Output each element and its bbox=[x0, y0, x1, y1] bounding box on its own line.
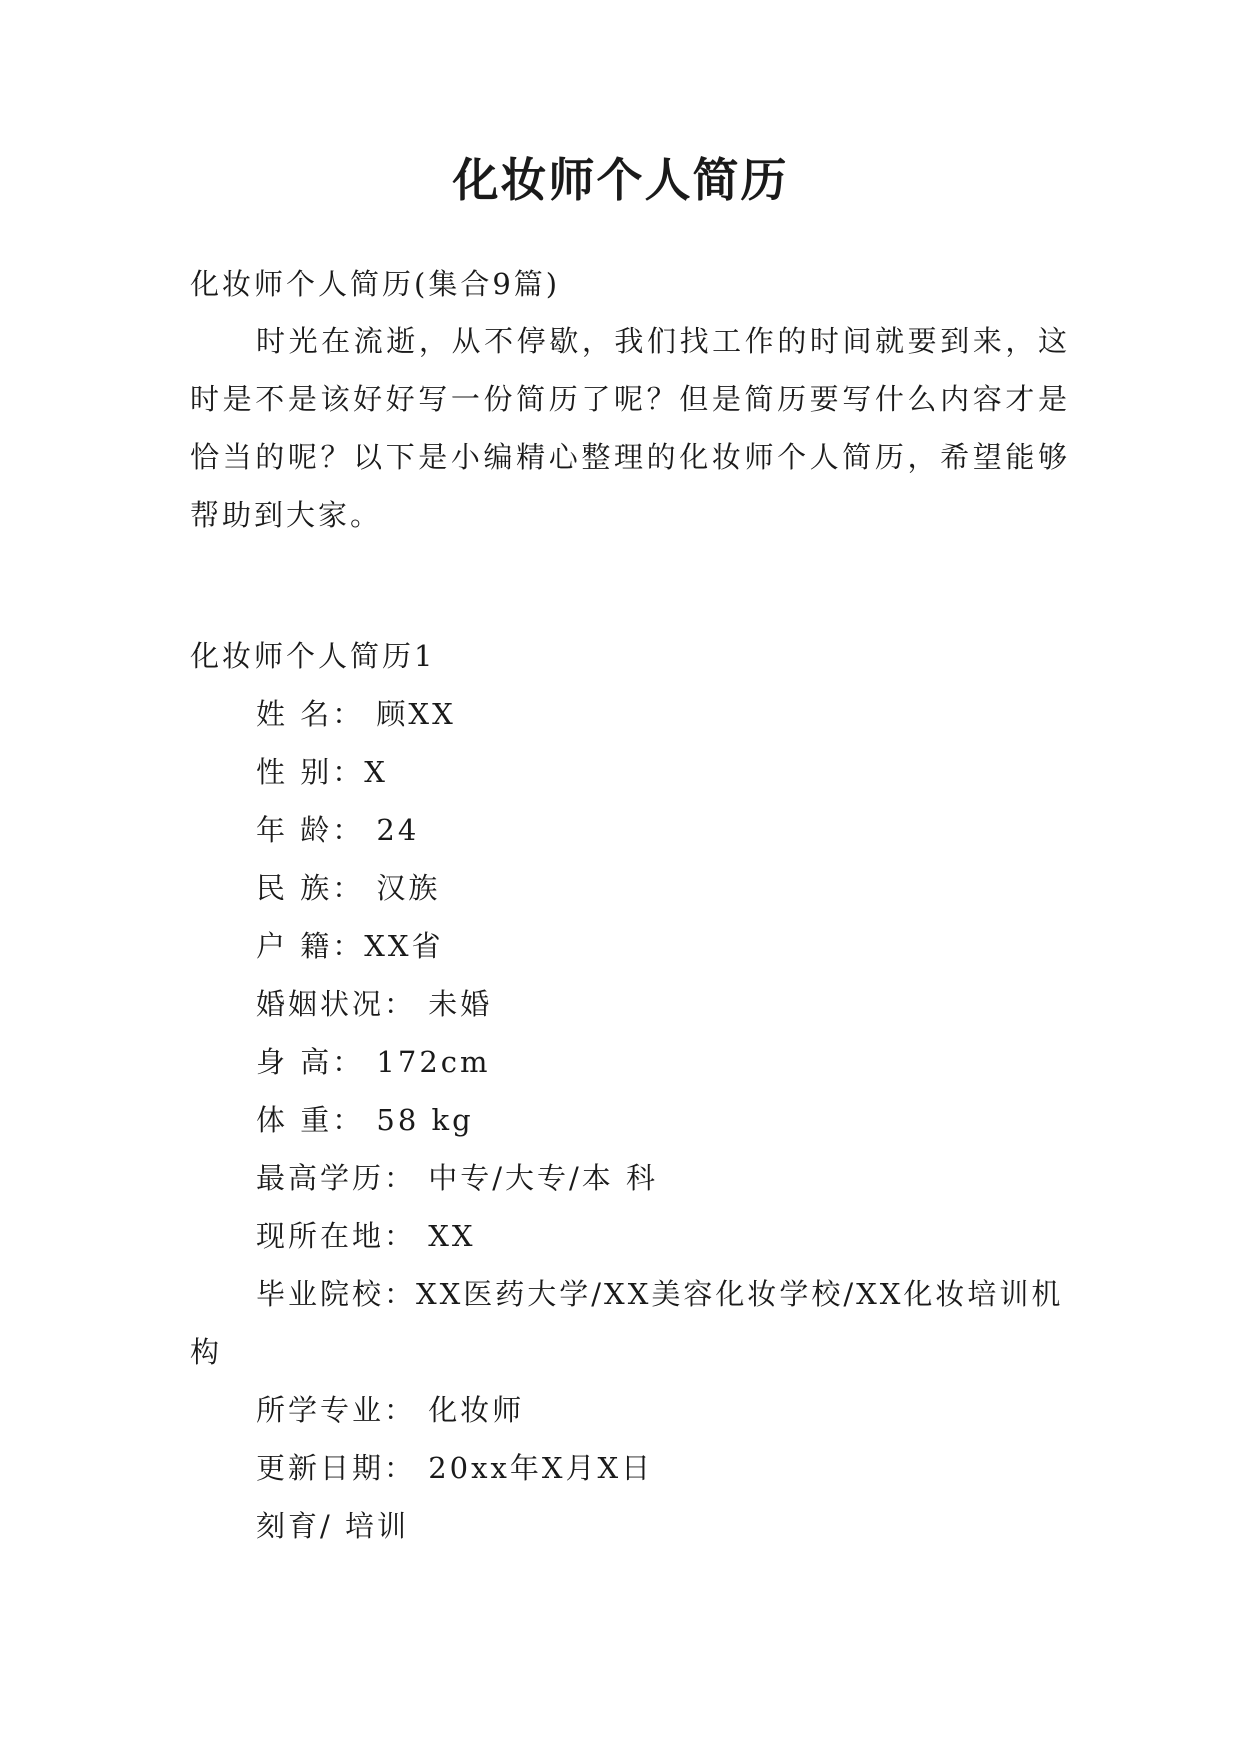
page-title: 化妆师个人简历 bbox=[452, 153, 789, 207]
field-education: 最高学历： 中专/大专/本 科 bbox=[256, 1161, 658, 1195]
field-age: 年 龄： 24 bbox=[256, 813, 420, 847]
field-major: 所学专业： 化妆师 bbox=[256, 1393, 525, 1427]
field-updated-date: 更新日期： 20xx年X月X日 bbox=[256, 1451, 654, 1485]
field-training: 刻育/ 培训 bbox=[256, 1509, 409, 1543]
section-heading: 化妆师个人简历1 bbox=[190, 639, 436, 673]
field-hukou: 户 籍：XX省 bbox=[256, 929, 444, 963]
field-ethnicity: 民 族： 汉族 bbox=[256, 871, 441, 905]
field-gender: 性 别：X bbox=[256, 755, 388, 789]
intro-paragraph: 时光在流逝，从不停歇，我们找工作的时间就要到来，这时是不是该好好写一份简历了呢？但是简历要写什么内容才是恰当的呢？以下是小编精心整理的化妆师个人简历，希望能够帮助到大家。 bbox=[190, 324, 1070, 532]
field-marital-status: 婚姻状况： 未婚 bbox=[256, 987, 493, 1021]
field-weight: 体 重： 58 kg bbox=[256, 1103, 474, 1137]
field-height: 身 高： 172cm bbox=[256, 1045, 491, 1079]
field-school: 毕业院校：XX医药大学/XX美容化妆学校/XX化妆培训机构 bbox=[190, 1277, 1064, 1369]
field-location: 现所在地： XX bbox=[256, 1219, 476, 1253]
field-name: 姓 名： 顾XX bbox=[256, 697, 456, 731]
document-subtitle: 化妆师个人简历(集合9篇) bbox=[190, 267, 561, 301]
